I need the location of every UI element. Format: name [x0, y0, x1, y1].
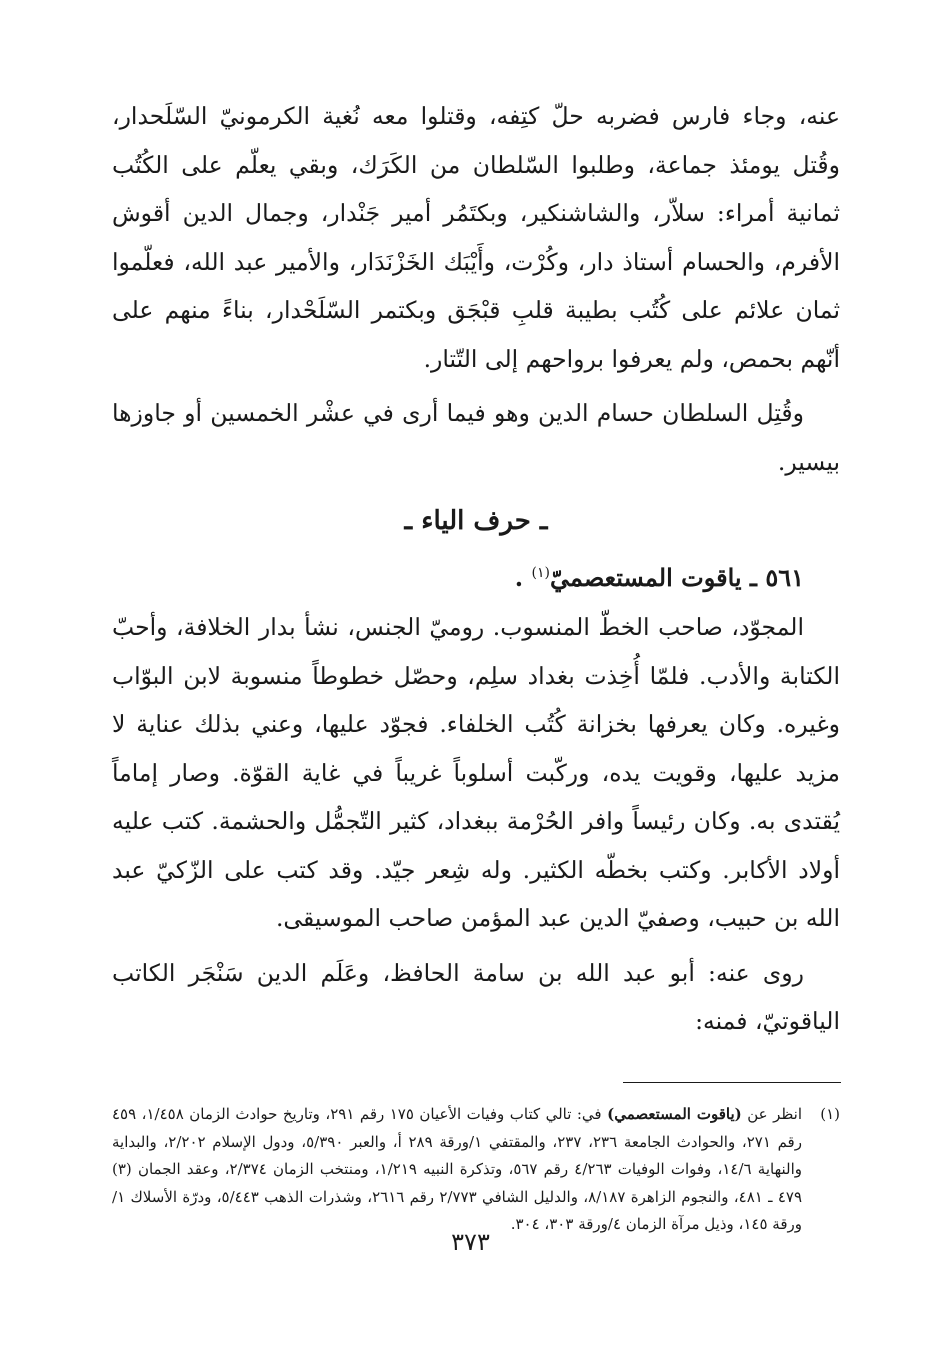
entry-heading	[112, 548, 840, 603]
footnote-lead: انظر عن	[747, 1105, 802, 1123]
footnote-text	[112, 1101, 802, 1239]
footnote-bold-name: (ياقوت المستعصمي)	[607, 1105, 742, 1123]
footnote-body: في: تالي كتاب وفيات الأعيان ١٧٥ رقم ٢٩١، وتاريخ حوادث الزمان ١/٤٥٨، ٤٥٩ رقم ٢٧١، والحوادث الجامعة ٢٣٦، ٢٣٧، والمقتفي ١/ورقة ٢٨٩ أ، والعبر ٥/٣٩٠، ودول الإسلام ٢/٢٠٢، والبداية والنهاية ١٤/٦، وفوات الوفيات ٤/٢٦٣ رقم ٥٦٧، وتذكرة النبيه ١/٢١٩، ومنتخب الزمان ٢/٣٧٤، وعقد الجمان (٣) ٤٧٩ ـ ٤٨١، والنجوم الزاهرة ٨/١٨٧، والدليل الشافي ٢/٧٧٣ رقم ٢٦١٦، وشذرات الذهب ٥/٤٤٣، ودرّة الأسلاك ١/ورقة ١٤٥، وذيل مرآة الزمان ٤/ورقة ٣٠٣، ٣٠٤.	[112, 1105, 803, 1233]
entry-title-end: .	[514, 563, 532, 592]
entry-title: ٥٦١ ـ ياقوت المستعصميّ	[549, 563, 804, 592]
footnote-divider	[623, 1082, 841, 1084]
footnote-number: (١)	[820, 1105, 840, 1123]
section-heading: ـ حرف الياء ـ	[404, 506, 548, 536]
paragraph-biography: المجوّد، صاحب الخطّ المنسوب. روميّ الجنس، نشأ بدار الخلافة، وأحبّ الكتابة والأدب. فلمّا أُخِذت بغداد سلِم، وحصّل خطوطاً منسوبة لابن البوّاب وغيره. وكان يعرفها بخزانة كُتُب الخلفاء. فجوّد عليها، وعني بذلك عناية لا مزيد عليها، وقويت يده، وركّبت أسلوباً غريباً في غاية القوّة. وصار إماماً يُقتدى به. وكان رئيساً وافر الحُرْمة ببغداد، كثير التّجمُّل والحشمة. كتب عليه أولاد الأكابر. وكتب بخطّه الكثير. وله شِعر جيّد. وقد كتب على الزّكيّ عبد الله بن حبيب، وصفيّ الدين عبد المؤمن صاحب الموسيقى.	[112, 613, 840, 932]
footnote-ref: (١)	[531, 565, 550, 581]
paragraph-death-note: وقُتِل السلطان حسام الدين وهو فيما أرى في عشْر الخمسين أو جاوزها بيسير.	[112, 399, 840, 476]
page-body	[112, 92, 840, 1239]
paragraph-narrators: روى عنه: أبو عبد الله بن سامة الحافظ، وعَلَم الدين سَنْجَر الكاتب الياقوتيّ، فمنه:	[112, 958, 840, 1035]
footnote	[112, 1101, 840, 1239]
paragraph-continued: عنه، وجاء فارس فضربه حلّ كتِفه، وقتلوا معه نُغية الكرمونيّ السّلَحدار، وقُتل يومئذ جماعة، وطلبوا السّلطان من الكَرَك، وبقي يعلّم على الكُتُب ثمانية أمراء: سلاّر، والشاشنكير، وبكتَمُر أمير جَنْدار، وجمال الدين أقوش الأفرم، والحسام أستاذ دار، وكُرْت، وأَيْبَك الخَزْنَدَار، والأمير عبد الله، فعلّموا ثمان علائم على كُتُب بطيبة قلبِ قبْجَق وبكتمر السّلَحْدار، بناءً منهم على أنّهم بحمص، ولم يعرفوا برواحهم إلى التّتار.	[112, 102, 840, 373]
page-number: ٣٧٣	[451, 1228, 490, 1256]
